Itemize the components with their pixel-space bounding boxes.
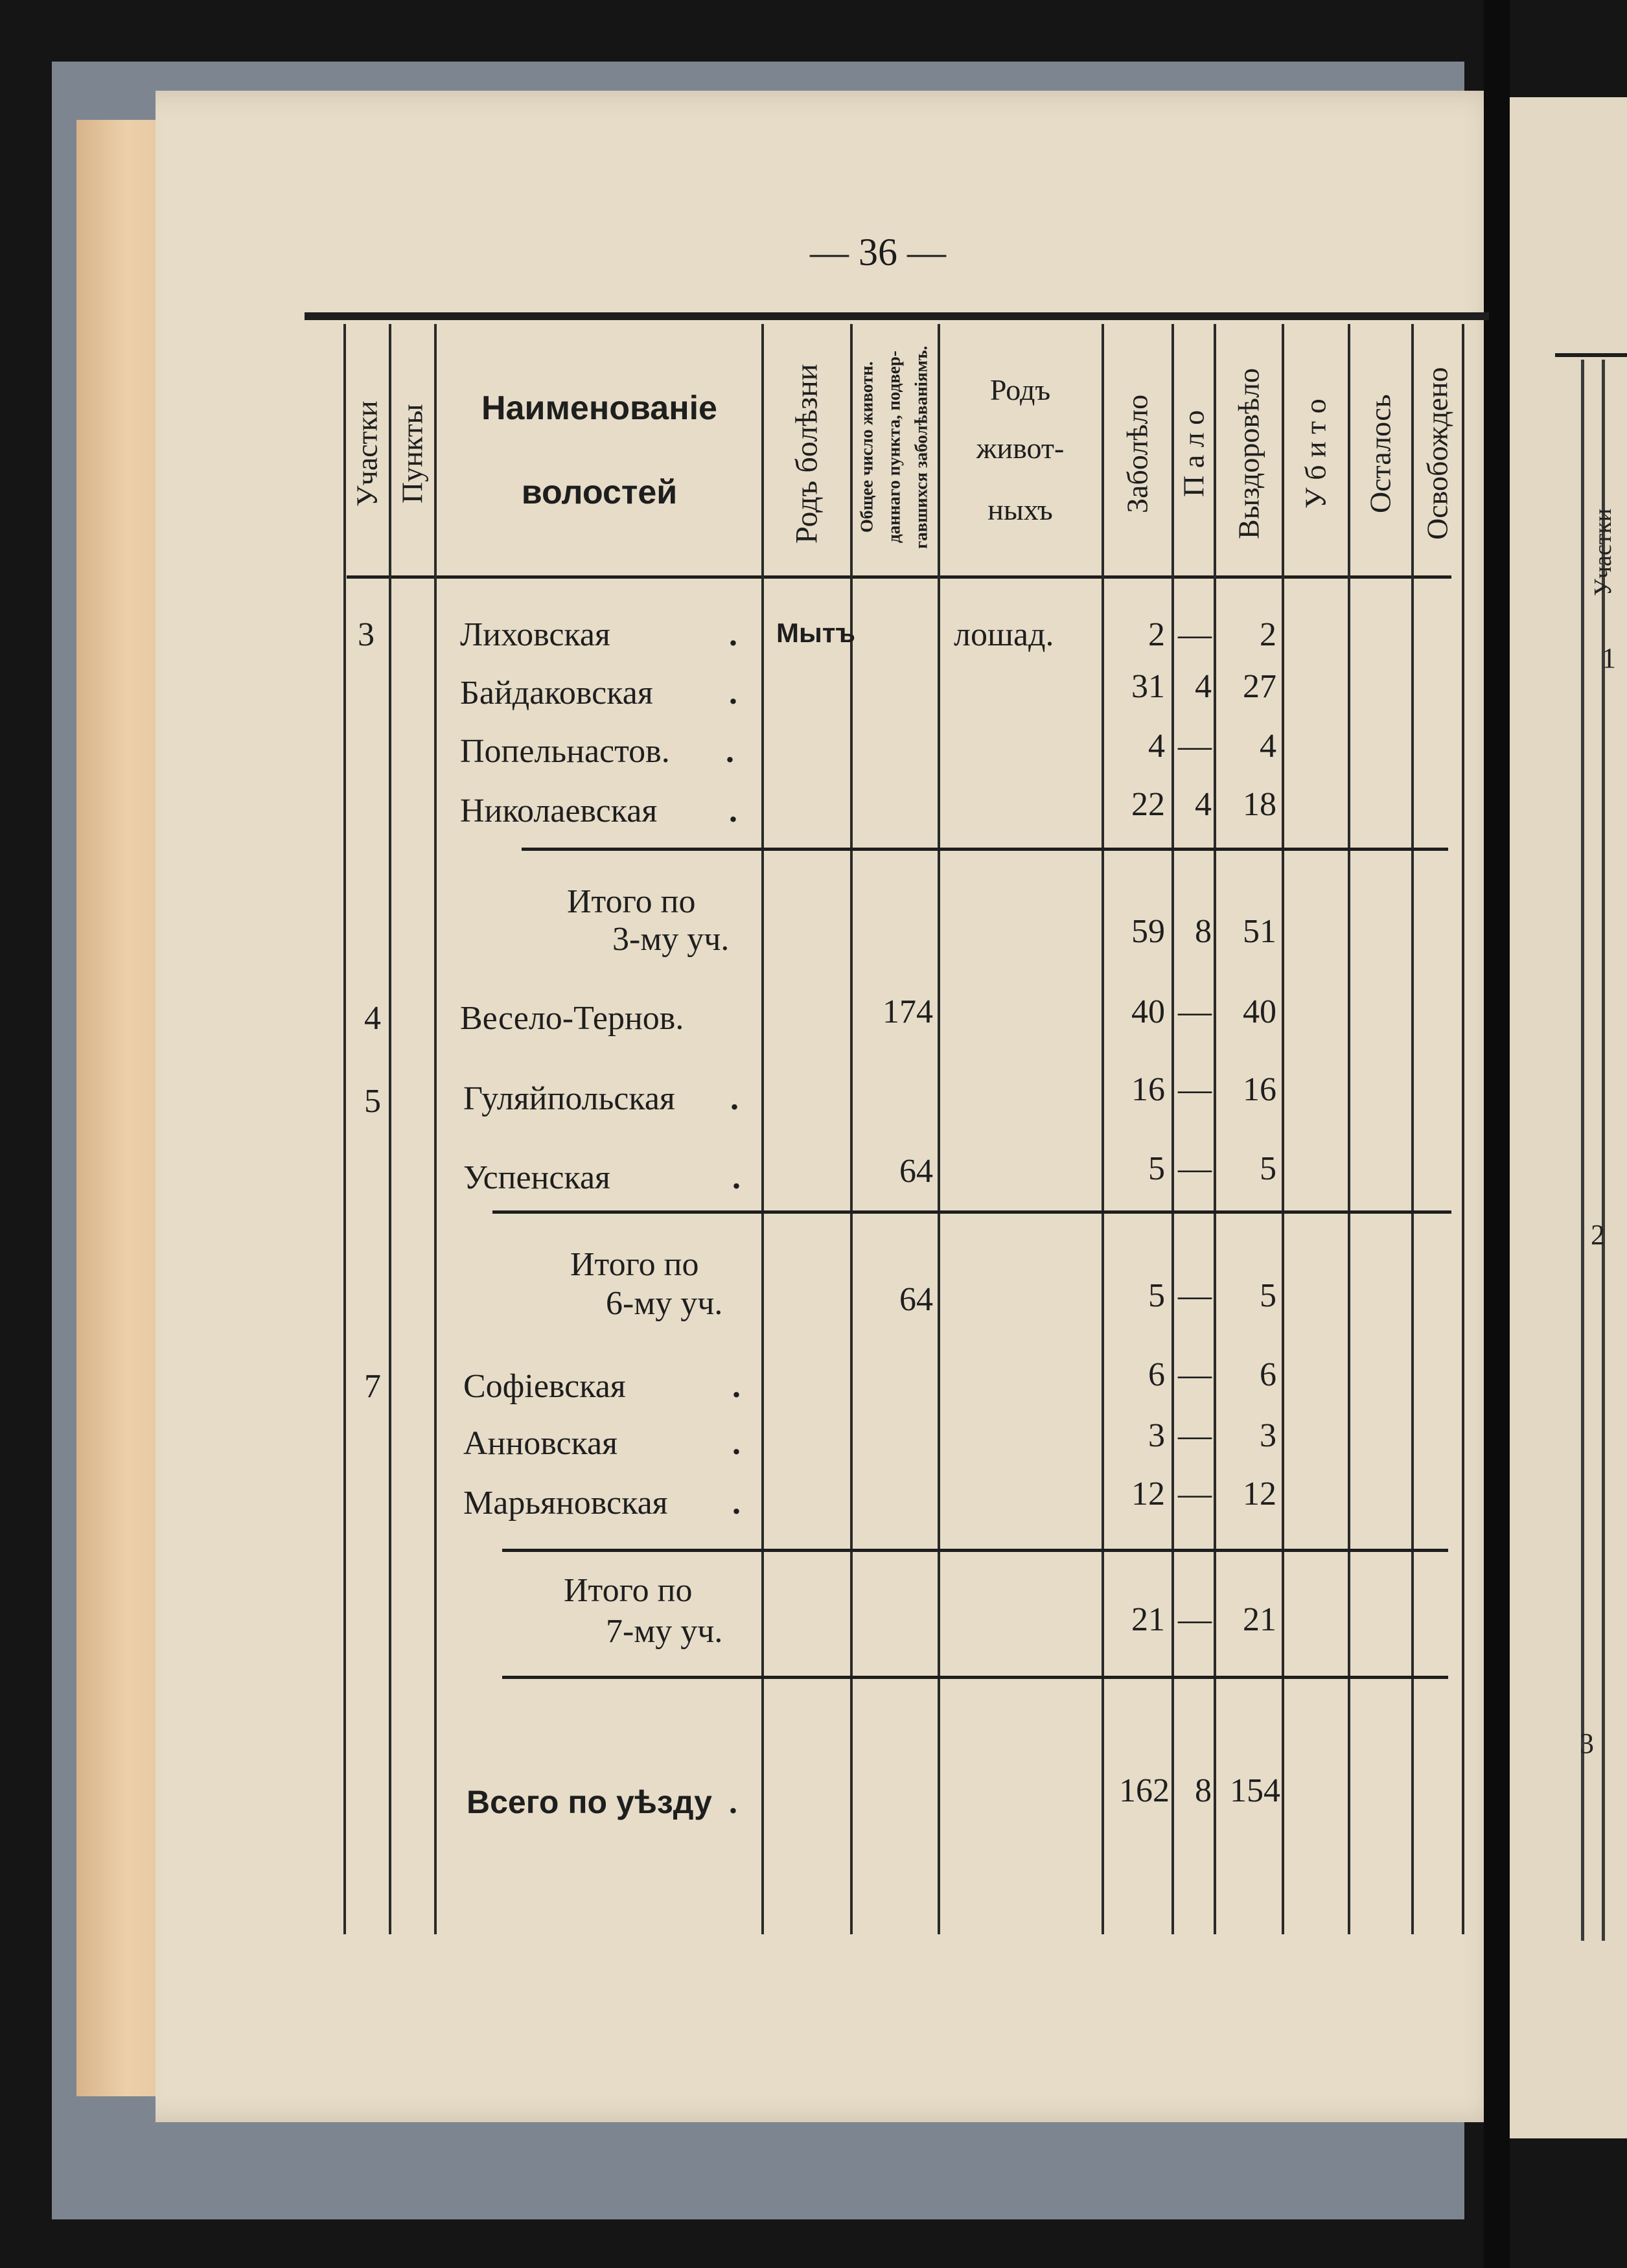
subtotal-label: 3-му уч. (612, 921, 730, 958)
volost-name: Байдаковская (460, 675, 653, 712)
column-line (1214, 324, 1216, 1934)
volost-name: Николаевская (460, 793, 658, 829)
next-page-number: 1 (1602, 642, 1616, 674)
vyzdorovelo-value: 27 (1243, 668, 1276, 705)
volost-name: Весело-Тернов. (460, 1000, 684, 1037)
header-punkty: Пункты (395, 404, 429, 503)
subtotal-rule (492, 1210, 1451, 1214)
column-line (938, 324, 940, 1934)
subtotal-label: Итого по (570, 1246, 699, 1283)
vyzdorovelo-value: 51 (1243, 913, 1276, 950)
leader-dot: . (729, 793, 737, 829)
vyzdorovelo-value: 40 (1243, 993, 1276, 1030)
column-line (1102, 324, 1104, 1934)
vyzdorovelo-value: 3 (1260, 1417, 1276, 1454)
uchastok-number: 7 (364, 1368, 381, 1405)
header-rod-zhivotnyh-3: ныхъ (987, 493, 1053, 526)
zabolelo-value: 5 (1148, 1277, 1165, 1314)
vyzdorovelo-value: 154 (1230, 1772, 1280, 1809)
volost-name: Софіевская (463, 1368, 626, 1405)
header-ostalos: Осталось (1363, 394, 1397, 513)
leader-dot: . (730, 1080, 739, 1117)
palo-value: — (1178, 1150, 1212, 1187)
subtotal-rule (522, 848, 1448, 851)
uchastok-number: 3 (358, 616, 375, 653)
vyzdorovelo-value: 16 (1243, 1071, 1276, 1108)
palo-value: 8 (1195, 1772, 1212, 1809)
volost-name: Успенская (463, 1159, 610, 1196)
subtotal-label: Итого по (567, 883, 696, 920)
zabolelo-value: 22 (1131, 786, 1165, 823)
zabolelo-value: 162 (1119, 1772, 1170, 1809)
zabolelo-value: 2 (1148, 616, 1165, 653)
zabolelo-value: 5 (1148, 1150, 1165, 1187)
table-top-rule (305, 312, 1489, 320)
next-page-number: 2 (1591, 1219, 1605, 1251)
next-page-column-line (1602, 360, 1605, 1941)
disease-name: Мытъ (776, 618, 856, 648)
palo-value: — (1178, 1475, 1212, 1512)
zabolelo-value: 16 (1131, 1071, 1165, 1108)
header-obshchee-1: Общее число животн. (857, 361, 877, 533)
column-line (1462, 324, 1464, 1934)
total-animals: 64 (899, 1281, 933, 1318)
palo-value: — (1178, 1601, 1212, 1638)
header-rod-zhivotnyh-2: живот- (976, 432, 1065, 465)
zabolelo-value: 59 (1131, 913, 1165, 950)
volost-name: Гуляйпольская (463, 1080, 675, 1117)
leader-dot: . (726, 733, 734, 770)
volost-name: Анновская (463, 1425, 618, 1462)
leader-dot: . (732, 1368, 741, 1405)
palo-value: — (1178, 1277, 1212, 1314)
leader-dot: . (732, 1159, 741, 1196)
subtotal-label: 6-му уч. (606, 1285, 723, 1322)
vyzdorovelo-value: 5 (1260, 1150, 1276, 1187)
header-ubito: У б и т о (1298, 399, 1332, 509)
palo-value: — (1178, 1356, 1212, 1393)
animal-type: лошад. (954, 616, 1054, 653)
subtotal-rule (502, 1676, 1448, 1679)
total-animals: 174 (883, 993, 933, 1030)
next-page (1510, 97, 1627, 2138)
vyzdorovelo-value: 5 (1260, 1277, 1276, 1314)
zabolelo-value: 4 (1148, 728, 1165, 765)
leader-dot: . (732, 1485, 741, 1522)
zabolelo-value: 31 (1131, 668, 1165, 705)
header-uchastki: Участки (350, 400, 384, 507)
palo-value: — (1178, 616, 1212, 653)
subtotal-rule (502, 1549, 1448, 1552)
header-vyzdorovelo: Выздоровѣло (1232, 368, 1265, 539)
header-obshchee-2: даннаго пункта, подвер- (884, 351, 904, 544)
subtotal-label: Итого по (564, 1572, 693, 1609)
header-rod-bolezni: Родъ болѣзни (789, 364, 824, 544)
zabolelo-value: 12 (1131, 1475, 1165, 1512)
vyzdorovelo-value: 21 (1243, 1601, 1276, 1638)
uchastok-number: 5 (364, 1083, 381, 1120)
volost-name: Марьяновская (463, 1485, 668, 1522)
header-naimenovanie: Наименованіе (481, 389, 717, 427)
book-spine (1484, 0, 1510, 2268)
next-page-column-line (1581, 360, 1584, 1941)
column-line (761, 324, 764, 1934)
palo-value: — (1178, 1071, 1212, 1108)
next-page-header: Участки (1589, 508, 1617, 596)
next-page-number: 3 (1580, 1728, 1594, 1759)
vyzdorovelo-value: 2 (1260, 616, 1276, 653)
header-osvobozhdeno: Освобождено (1420, 367, 1454, 540)
palo-value: 4 (1195, 668, 1212, 705)
zabolelo-value: 6 (1148, 1356, 1165, 1393)
header-palo: П а л о (1177, 410, 1210, 498)
volost-name: Попельнастов. (460, 733, 670, 770)
leader-dot: . (729, 616, 737, 653)
leader-dot: . (729, 1784, 737, 1821)
palo-value: — (1178, 1417, 1212, 1454)
zabolelo-value: 40 (1131, 993, 1165, 1030)
total-animals: 64 (899, 1153, 933, 1190)
header-separator (347, 575, 1451, 579)
vyzdorovelo-value: 18 (1243, 786, 1276, 823)
header-volostey: волостей (521, 474, 678, 511)
zabolelo-value: 21 (1131, 1601, 1165, 1638)
volost-name: Лиховская (460, 616, 610, 653)
vyzdorovelo-value: 6 (1260, 1356, 1276, 1393)
grand-total-label: Всего по уѣзду (467, 1784, 712, 1820)
zabolelo-value: 3 (1148, 1417, 1165, 1454)
palo-value: — (1178, 993, 1212, 1030)
palo-value: — (1178, 728, 1212, 765)
column-line (434, 324, 437, 1934)
subtotal-label: 7-му уч. (606, 1613, 723, 1650)
palo-value: 8 (1195, 913, 1212, 950)
palo-value: 4 (1195, 786, 1212, 823)
vyzdorovelo-value: 12 (1243, 1475, 1276, 1512)
next-page-top-rule (1555, 353, 1627, 357)
uchastok-number: 4 (364, 1000, 381, 1037)
page-number: — 36 — (810, 231, 946, 273)
header-obshchee-3: гавшихся заболѣваніямъ. (911, 345, 931, 549)
leader-dot: . (729, 675, 737, 712)
header-rod-zhivotnyh-1: Родъ (989, 373, 1051, 406)
leader-dot: . (732, 1425, 741, 1462)
vyzdorovelo-value: 4 (1260, 728, 1276, 765)
header-zabolelo: Заболѣло (1120, 394, 1154, 513)
